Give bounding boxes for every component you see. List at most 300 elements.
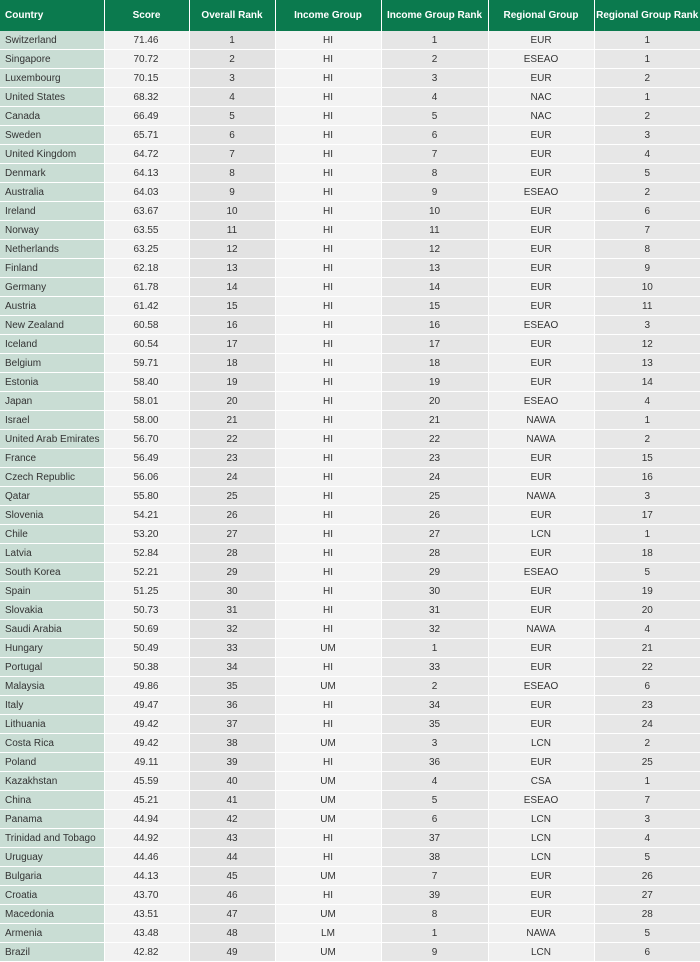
income-group-rank-cell: 18: [381, 354, 488, 373]
regional-group-cell: EUR: [488, 335, 594, 354]
regional-group-cell: ESEAO: [488, 791, 594, 810]
income-group-cell: HI: [275, 240, 381, 259]
regional-group-rank-cell: 28: [594, 905, 700, 924]
income-group-rank-cell: 15: [381, 297, 488, 316]
regional-group-cell: NAWA: [488, 924, 594, 943]
score-cell: 51.25: [104, 582, 189, 601]
income-group-rank-cell: 35: [381, 715, 488, 734]
overall-rank-cell: 8: [189, 164, 275, 183]
score-cell: 64.13: [104, 164, 189, 183]
regional-group-cell: NAWA: [488, 487, 594, 506]
regional-group-rank-cell: 14: [594, 373, 700, 392]
income-group-cell: UM: [275, 791, 381, 810]
income-group-cell: HI: [275, 848, 381, 867]
score-cell: 43.70: [104, 886, 189, 905]
income-group-cell: HI: [275, 354, 381, 373]
country-cell: Czech Republic: [0, 468, 104, 487]
score-cell: 49.42: [104, 734, 189, 753]
country-cell: Sweden: [0, 126, 104, 145]
income-group-cell: HI: [275, 335, 381, 354]
country-cell: Bulgaria: [0, 867, 104, 886]
table-row: [0, 563, 700, 582]
regional-group-cell: EUR: [488, 658, 594, 677]
income-group-rank-cell: 5: [381, 791, 488, 810]
overall-rank-cell: 14: [189, 278, 275, 297]
country-cell: Croatia: [0, 886, 104, 905]
country-cell: Australia: [0, 183, 104, 202]
table-row: [0, 297, 700, 316]
score-cell: 44.92: [104, 829, 189, 848]
score-cell: 58.40: [104, 373, 189, 392]
overall-rank-cell: 39: [189, 753, 275, 772]
table-row: [0, 411, 700, 430]
header-overall-rank[interactable]: Overall Rank: [189, 0, 275, 31]
overall-rank-cell: 13: [189, 259, 275, 278]
income-group-cell: HI: [275, 411, 381, 430]
income-group-rank-cell: 16: [381, 316, 488, 335]
country-cell: France: [0, 449, 104, 468]
score-cell: 66.49: [104, 107, 189, 126]
regional-group-cell: EUR: [488, 145, 594, 164]
regional-group-rank-cell: 21: [594, 639, 700, 658]
income-group-rank-cell: 2: [381, 50, 488, 69]
table-row: [0, 183, 700, 202]
regional-group-rank-cell: 4: [594, 620, 700, 639]
score-cell: 49.86: [104, 677, 189, 696]
regional-group-rank-cell: 1: [594, 525, 700, 544]
score-cell: 50.73: [104, 601, 189, 620]
income-group-cell: HI: [275, 582, 381, 601]
income-group-cell: HI: [275, 506, 381, 525]
income-group-rank-cell: 29: [381, 563, 488, 582]
income-group-cell: HI: [275, 544, 381, 563]
regional-group-cell: EUR: [488, 240, 594, 259]
regional-group-cell: ESEAO: [488, 392, 594, 411]
score-cell: 63.67: [104, 202, 189, 221]
overall-rank-cell: 20: [189, 392, 275, 411]
income-group-cell: HI: [275, 753, 381, 772]
income-group-cell: LM: [275, 924, 381, 943]
income-group-rank-cell: 28: [381, 544, 488, 563]
table-row: [0, 848, 700, 867]
score-cell: 68.32: [104, 88, 189, 107]
income-group-cell: HI: [275, 316, 381, 335]
income-group-cell: HI: [275, 468, 381, 487]
income-group-rank-cell: 24: [381, 468, 488, 487]
income-group-cell: HI: [275, 221, 381, 240]
regional-group-cell: EUR: [488, 582, 594, 601]
score-cell: 61.42: [104, 297, 189, 316]
income-group-cell: HI: [275, 373, 381, 392]
country-cell: Brazil: [0, 943, 104, 962]
country-cell: Malaysia: [0, 677, 104, 696]
header-income-group[interactable]: Income Group: [275, 0, 381, 31]
overall-rank-cell: 32: [189, 620, 275, 639]
country-cell: New Zealand: [0, 316, 104, 335]
score-cell: 71.46: [104, 31, 189, 50]
score-cell: 43.48: [104, 924, 189, 943]
regional-group-cell: EUR: [488, 297, 594, 316]
overall-rank-cell: 23: [189, 449, 275, 468]
income-group-rank-cell: 33: [381, 658, 488, 677]
score-cell: 59.71: [104, 354, 189, 373]
table-row: [0, 734, 700, 753]
income-group-rank-cell: 6: [381, 126, 488, 145]
overall-rank-cell: 25: [189, 487, 275, 506]
table-row: [0, 582, 700, 601]
income-group-cell: HI: [275, 145, 381, 164]
country-cell: Switzerland: [0, 31, 104, 50]
income-group-cell: HI: [275, 563, 381, 582]
overall-rank-cell: 38: [189, 734, 275, 753]
score-cell: 50.49: [104, 639, 189, 658]
overall-rank-cell: 2: [189, 50, 275, 69]
table-row: [0, 525, 700, 544]
regional-group-rank-cell: 7: [594, 221, 700, 240]
regional-group-cell: EUR: [488, 696, 594, 715]
overall-rank-cell: 33: [189, 639, 275, 658]
regional-group-cell: EUR: [488, 126, 594, 145]
country-cell: Trinidad and Tobago: [0, 829, 104, 848]
score-cell: 54.21: [104, 506, 189, 525]
regional-group-rank-cell: 7: [594, 791, 700, 810]
regional-group-rank-cell: 3: [594, 810, 700, 829]
income-group-rank-cell: 8: [381, 905, 488, 924]
regional-group-cell: EUR: [488, 373, 594, 392]
table-row: [0, 601, 700, 620]
income-group-rank-cell: 2: [381, 677, 488, 696]
regional-group-rank-cell: 5: [594, 164, 700, 183]
regional-group-rank-cell: 15: [594, 449, 700, 468]
table-header: [0, 0, 700, 31]
overall-rank-cell: 31: [189, 601, 275, 620]
table-row: [0, 31, 700, 50]
regional-group-cell: EUR: [488, 715, 594, 734]
regional-group-rank-cell: 2: [594, 183, 700, 202]
header-regional-group-rank[interactable]: Regional Group Rank: [594, 0, 700, 31]
table-row: [0, 50, 700, 69]
overall-rank-cell: 42: [189, 810, 275, 829]
regional-group-cell: EUR: [488, 867, 594, 886]
income-group-cell: UM: [275, 867, 381, 886]
overall-rank-cell: 48: [189, 924, 275, 943]
income-group-cell: HI: [275, 430, 381, 449]
table-row: [0, 810, 700, 829]
country-cell: Poland: [0, 753, 104, 772]
income-group-rank-cell: 10: [381, 202, 488, 221]
country-cell: Kazakhstan: [0, 772, 104, 791]
regional-group-rank-cell: 10: [594, 278, 700, 297]
regional-group-cell: LCN: [488, 848, 594, 867]
regional-group-cell: NAWA: [488, 430, 594, 449]
regional-group-cell: EUR: [488, 31, 594, 50]
score-cell: 64.03: [104, 183, 189, 202]
income-group-cell: HI: [275, 183, 381, 202]
income-group-rank-cell: 20: [381, 392, 488, 411]
income-group-cell: HI: [275, 829, 381, 848]
table-row: [0, 107, 700, 126]
country-cell: Estonia: [0, 373, 104, 392]
income-group-cell: HI: [275, 886, 381, 905]
regional-group-cell: NAC: [488, 88, 594, 107]
overall-rank-cell: 49: [189, 943, 275, 962]
income-group-rank-cell: 5: [381, 107, 488, 126]
regional-group-rank-cell: 5: [594, 848, 700, 867]
country-cell: United Arab Emirates: [0, 430, 104, 449]
regional-group-cell: EUR: [488, 354, 594, 373]
country-cell: Saudi Arabia: [0, 620, 104, 639]
regional-group-cell: EUR: [488, 259, 594, 278]
table-row: [0, 658, 700, 677]
regional-group-rank-cell: 24: [594, 715, 700, 734]
table-row: [0, 126, 700, 145]
income-group-rank-cell: 23: [381, 449, 488, 468]
regional-group-cell: LCN: [488, 525, 594, 544]
overall-rank-cell: 29: [189, 563, 275, 582]
regional-group-rank-cell: 1: [594, 31, 700, 50]
overall-rank-cell: 1: [189, 31, 275, 50]
income-group-cell: UM: [275, 734, 381, 753]
country-cell: Macedonia: [0, 905, 104, 924]
regional-group-rank-cell: 6: [594, 202, 700, 221]
table-row: [0, 791, 700, 810]
regional-group-rank-cell: 12: [594, 335, 700, 354]
header-score[interactable]: Score: [104, 0, 189, 31]
regional-group-cell: EUR: [488, 202, 594, 221]
country-cell: Lithuania: [0, 715, 104, 734]
table-row: [0, 677, 700, 696]
regional-group-rank-cell: 6: [594, 943, 700, 962]
regional-group-rank-cell: 27: [594, 886, 700, 905]
score-cell: 58.00: [104, 411, 189, 430]
overall-rank-cell: 7: [189, 145, 275, 164]
income-group-cell: HI: [275, 69, 381, 88]
score-cell: 44.94: [104, 810, 189, 829]
income-group-cell: HI: [275, 658, 381, 677]
country-cell: China: [0, 791, 104, 810]
overall-rank-cell: 28: [189, 544, 275, 563]
country-cell: Italy: [0, 696, 104, 715]
country-cell: Panama: [0, 810, 104, 829]
overall-rank-cell: 27: [189, 525, 275, 544]
regional-group-rank-cell: 2: [594, 734, 700, 753]
table-row: [0, 202, 700, 221]
regional-group-cell: ESEAO: [488, 563, 594, 582]
overall-rank-cell: 17: [189, 335, 275, 354]
overall-rank-cell: 30: [189, 582, 275, 601]
overall-rank-cell: 43: [189, 829, 275, 848]
score-cell: 49.42: [104, 715, 189, 734]
regional-group-rank-cell: 1: [594, 411, 700, 430]
score-cell: 42.82: [104, 943, 189, 962]
country-cell: Israel: [0, 411, 104, 430]
table-row: [0, 164, 700, 183]
income-group-rank-cell: 12: [381, 240, 488, 259]
income-group-cell: HI: [275, 164, 381, 183]
regional-group-cell: EUR: [488, 506, 594, 525]
income-group-cell: UM: [275, 905, 381, 924]
table-row: [0, 373, 700, 392]
header-regional-group[interactable]: Regional Group: [488, 0, 594, 31]
table-row: [0, 88, 700, 107]
table-row: [0, 924, 700, 943]
overall-rank-cell: 16: [189, 316, 275, 335]
regional-group-rank-cell: 5: [594, 563, 700, 582]
income-group-rank-cell: 3: [381, 69, 488, 88]
income-group-rank-cell: 1: [381, 31, 488, 50]
overall-rank-cell: 26: [189, 506, 275, 525]
table-row: [0, 259, 700, 278]
header-income-group-rank[interactable]: Income Group Rank: [381, 0, 488, 31]
country-cell: Costa Rica: [0, 734, 104, 753]
regional-group-rank-cell: 16: [594, 468, 700, 487]
table-row: [0, 392, 700, 411]
score-cell: 43.51: [104, 905, 189, 924]
table-row: [0, 278, 700, 297]
table-row: [0, 639, 700, 658]
regional-group-rank-cell: 8: [594, 240, 700, 259]
score-cell: 45.59: [104, 772, 189, 791]
regional-group-cell: EUR: [488, 639, 594, 658]
regional-group-rank-cell: 17: [594, 506, 700, 525]
score-cell: 52.84: [104, 544, 189, 563]
regional-group-cell: NAC: [488, 107, 594, 126]
income-group-rank-cell: 17: [381, 335, 488, 354]
income-group-rank-cell: 1: [381, 639, 488, 658]
regional-group-cell: EUR: [488, 468, 594, 487]
score-cell: 70.72: [104, 50, 189, 69]
regional-group-cell: EUR: [488, 164, 594, 183]
income-group-cell: UM: [275, 639, 381, 658]
country-cell: Slovenia: [0, 506, 104, 525]
score-cell: 60.54: [104, 335, 189, 354]
table-row: [0, 506, 700, 525]
table-row: [0, 886, 700, 905]
overall-rank-cell: 44: [189, 848, 275, 867]
score-cell: 50.69: [104, 620, 189, 639]
income-group-rank-cell: 30: [381, 582, 488, 601]
country-cell: Belgium: [0, 354, 104, 373]
country-cell: Armenia: [0, 924, 104, 943]
overall-rank-cell: 45: [189, 867, 275, 886]
regional-group-cell: EUR: [488, 905, 594, 924]
regional-group-rank-cell: 26: [594, 867, 700, 886]
income-group-rank-cell: 7: [381, 867, 488, 886]
table-row: [0, 753, 700, 772]
income-group-rank-cell: 39: [381, 886, 488, 905]
income-group-rank-cell: 9: [381, 943, 488, 962]
income-group-cell: HI: [275, 297, 381, 316]
regional-group-cell: EUR: [488, 221, 594, 240]
country-cell: Slovakia: [0, 601, 104, 620]
country-cell: Hungary: [0, 639, 104, 658]
country-cell: Japan: [0, 392, 104, 411]
table-row: [0, 544, 700, 563]
income-group-cell: HI: [275, 620, 381, 639]
regional-group-rank-cell: 3: [594, 126, 700, 145]
income-group-cell: HI: [275, 88, 381, 107]
score-cell: 52.21: [104, 563, 189, 582]
score-cell: 61.78: [104, 278, 189, 297]
overall-rank-cell: 36: [189, 696, 275, 715]
country-cell: Chile: [0, 525, 104, 544]
income-group-rank-cell: 27: [381, 525, 488, 544]
score-cell: 45.21: [104, 791, 189, 810]
regional-group-cell: NAWA: [488, 411, 594, 430]
country-cell: Canada: [0, 107, 104, 126]
score-cell: 62.18: [104, 259, 189, 278]
regional-group-rank-cell: 1: [594, 88, 700, 107]
table-row: [0, 430, 700, 449]
income-group-rank-cell: 36: [381, 753, 488, 772]
regional-group-rank-cell: 1: [594, 772, 700, 791]
header-country[interactable]: Country: [0, 0, 104, 31]
regional-group-cell: EUR: [488, 278, 594, 297]
income-group-cell: HI: [275, 449, 381, 468]
income-group-cell: HI: [275, 107, 381, 126]
score-cell: 70.15: [104, 69, 189, 88]
income-group-cell: UM: [275, 677, 381, 696]
overall-rank-cell: 12: [189, 240, 275, 259]
income-group-cell: HI: [275, 525, 381, 544]
regional-group-cell: EUR: [488, 886, 594, 905]
country-cell: Austria: [0, 297, 104, 316]
regional-group-rank-cell: 6: [594, 677, 700, 696]
regional-group-rank-cell: 2: [594, 69, 700, 88]
regional-group-cell: EUR: [488, 601, 594, 620]
regional-group-rank-cell: 5: [594, 924, 700, 943]
overall-rank-cell: 3: [189, 69, 275, 88]
regional-group-rank-cell: 22: [594, 658, 700, 677]
score-cell: 55.80: [104, 487, 189, 506]
income-group-rank-cell: 21: [381, 411, 488, 430]
income-group-rank-cell: 14: [381, 278, 488, 297]
income-group-cell: HI: [275, 202, 381, 221]
regional-group-rank-cell: 4: [594, 145, 700, 164]
regional-group-rank-cell: 20: [594, 601, 700, 620]
regional-group-rank-cell: 9: [594, 259, 700, 278]
overall-rank-cell: 35: [189, 677, 275, 696]
regional-group-cell: LCN: [488, 734, 594, 753]
overall-rank-cell: 37: [189, 715, 275, 734]
regional-group-rank-cell: 13: [594, 354, 700, 373]
income-group-cell: HI: [275, 715, 381, 734]
overall-rank-cell: 21: [189, 411, 275, 430]
regional-group-cell: EUR: [488, 544, 594, 563]
regional-group-rank-cell: 18: [594, 544, 700, 563]
income-group-rank-cell: 8: [381, 164, 488, 183]
income-group-cell: HI: [275, 392, 381, 411]
country-cell: Norway: [0, 221, 104, 240]
income-group-rank-cell: 31: [381, 601, 488, 620]
regional-group-rank-cell: 4: [594, 392, 700, 411]
regional-group-cell: EUR: [488, 753, 594, 772]
income-group-rank-cell: 11: [381, 221, 488, 240]
table-row: [0, 69, 700, 88]
score-cell: 56.49: [104, 449, 189, 468]
table-row: [0, 354, 700, 373]
score-cell: 49.47: [104, 696, 189, 715]
overall-rank-cell: 40: [189, 772, 275, 791]
table-row: [0, 487, 700, 506]
score-cell: 56.06: [104, 468, 189, 487]
country-cell: South Korea: [0, 563, 104, 582]
income-group-cell: HI: [275, 126, 381, 145]
income-group-rank-cell: 4: [381, 88, 488, 107]
regional-group-cell: CSA: [488, 772, 594, 791]
overall-rank-cell: 22: [189, 430, 275, 449]
table-row: [0, 316, 700, 335]
